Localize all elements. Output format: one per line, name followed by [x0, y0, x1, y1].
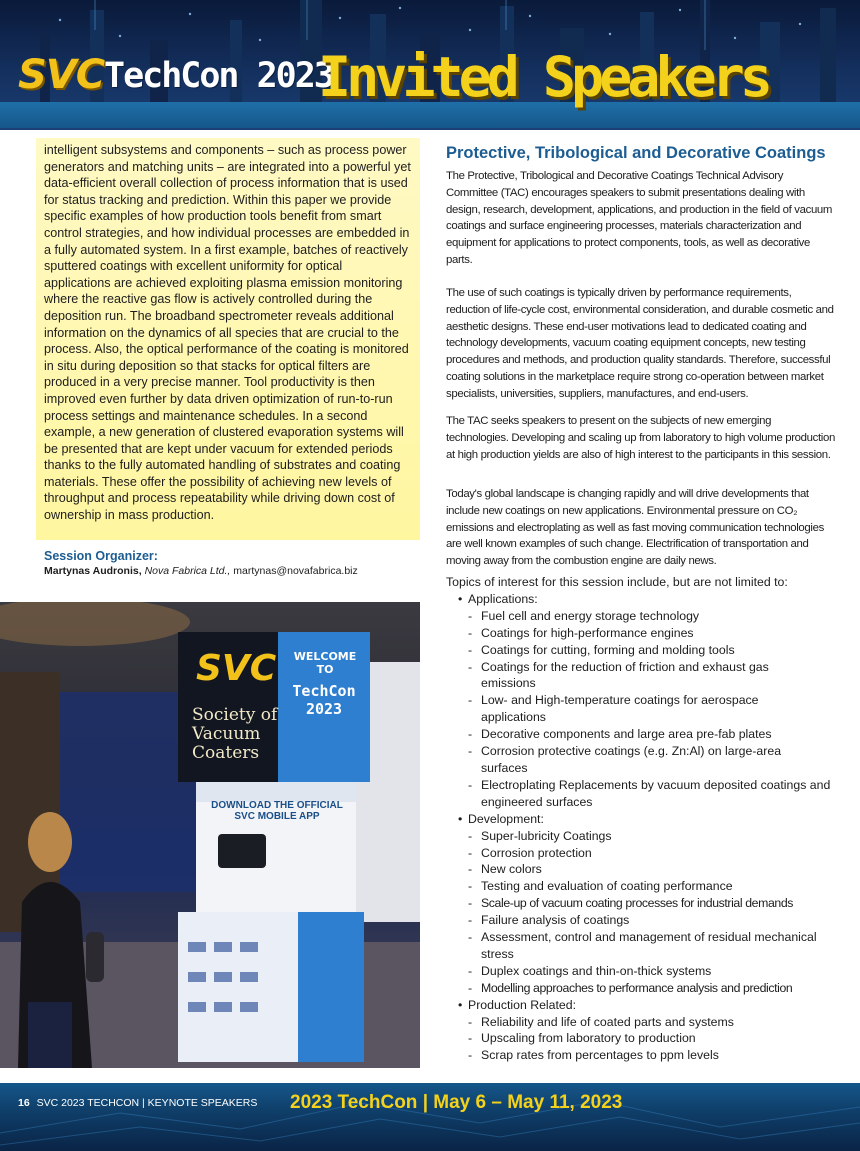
list-item: - Scale-up of vacuum coating processes for industrial demands — [468, 896, 794, 911]
topics-list — [446, 574, 846, 1064]
running-title: SVC 2023 TECHCON | KEYNOTE SPEAKERS — [36, 1097, 258, 1109]
abstract-box — [36, 138, 420, 540]
page-title: Invited Speakers — [318, 45, 768, 109]
category-label: Applications: — [468, 591, 538, 606]
list-item: - Corrosion protective coatings (e.g. Zn:Al) on large-area surfaces — [468, 744, 782, 775]
list-item: - Coatings for high-performance engines — [468, 625, 694, 640]
body-paragraph: Today's global landscape is changing rapidly and will drive developments that include new coatings on new applications. Environmental pressure on CO₂ emissions and electroplating as well as fast moving communication technologies are well known examples of such change. Electrification of transportation and moving away from the combustion engine are daily news. — [446, 488, 824, 568]
kiosk-svc-logo: SVC — [196, 648, 277, 689]
kiosk-app-banner-text: DOWNLOAD THE OFFICIAL SVC MOBILE APP — [211, 800, 343, 822]
section-title: Protective, Tribological and Decorative Coatings — [446, 144, 826, 162]
kiosk-techcon-text: TechCon 2023 — [292, 682, 356, 718]
body-paragraph: The Protective, Tribological and Decorative Coatings Technical Advisory Committee (TAC) encourages speakers to submit presentations dealing with design, research, development, applications, and production in the field of vacuum coatings and surface engineering processes, materials characterization and equipment for applications to protect components, tools, as well as decorative parts. — [446, 170, 833, 266]
topic-category: • Applications: — [458, 591, 538, 606]
list-item: - Assessment, control and management of residual mechanical stress — [468, 930, 817, 961]
topic-category: • Development: — [458, 811, 544, 826]
list-item: - New colors — [468, 862, 542, 877]
organizer-email[interactable]: martynas@novafabrica.biz — [233, 565, 358, 577]
page-number: 16 — [18, 1097, 30, 1109]
kiosk-society-text: Society of Vacuum Coaters — [192, 705, 278, 763]
list-item: - Testing and evaluation of coating performance — [468, 879, 733, 894]
session-organizer-details — [44, 565, 358, 577]
list-item: - Fuel cell and energy storage technology — [468, 608, 700, 623]
topics-intro: Topics of interest for this session include, but are not limited to: — [446, 575, 788, 589]
list-item: - Upscaling from laboratory to production — [468, 1031, 696, 1046]
topic-category: • Production Related: — [458, 997, 577, 1012]
category-label: Development: — [468, 811, 544, 826]
list-item: - Electroplating Replacements by vacuum deposited coatings and engineered surfaces — [468, 777, 831, 809]
list-item: - Scrap rates from percentages to ppm levels — [468, 1048, 719, 1063]
list-item: - Decorative components and large area pre-fab plates — [468, 727, 772, 742]
list-item: - Coatings for cutting, forming and molding tools — [468, 642, 735, 657]
organizer-name: Martynas Audronis, — [44, 565, 142, 577]
list-item: - Coatings for the reduction of friction and exhaust gas emissions — [468, 659, 769, 691]
list-item: - Failure analysis of coatings — [468, 913, 630, 928]
exhibit-kiosk-photo — [0, 602, 420, 1068]
footer-running-title — [18, 1097, 257, 1109]
page-header — [0, 0, 860, 130]
svc-logo: SVC — [18, 52, 105, 98]
list-item: - Corrosion protection — [468, 845, 592, 860]
list-item: - Super-lubricity Coatings — [468, 828, 612, 843]
organizer-company: Nova Fabrica Ltd., — [144, 565, 231, 577]
list-item: - Duplex coatings and thin-on-thick systems — [468, 963, 712, 978]
list-item: - Modelling approaches to performance analysis and prediction — [468, 980, 793, 995]
body-paragraph: The TAC seeks speakers to present on the subjects of new emerging technologies. Developing and scaling up from laboratory to high volume production at high production yields are also of high interest to the participants in this session. — [446, 415, 835, 461]
page-footer — [0, 1083, 860, 1151]
techcon-logo-text: TechCon 2023 — [104, 56, 333, 96]
category-label: Production Related: — [468, 997, 577, 1012]
body-paragraph: The use of such coatings is typically driven by performance requirements, reduction of life-cycle cost, environmental consideration, and durable cosmetic and aesthetic designs. These end-user motivations lead to dedicated coating and technology developments, vacuum coating equipment concepts, new testing procedures and methods, and production quality standards. Therefore, successful coating solutions in the marketplace require strong co-operation between market specialists, universities, suppliers, manufactures, and end-users. — [446, 287, 834, 400]
abstract-text: intelligent subsystems and components – such as process power generators and matching units – are integrated into a powerful yet data-efficient overall collection of process information that is used for status tracking and prediction. Within this paper we provide specific examples of how production tools benefit from smart control strategies, and how individual processes are embedded in a fully automated system. In a first example, batches of reactively sputtered coatings with excellent uniformity for optical applications are achieved exploiting plasma emission monitoring where the reactive gas flow is actively controlled during the deposition run. The broadband spectrometer reveals additional information on the dynamics of all species that are crucial to the process. Also, the optical performance of the coating is monitored in situ during deposition so that stacks for optical filters are produced in a very precise manner. Tool productivity is then improved even further by data driven optimization of run-to-run process settings and maintenance schedules. In a second example, a new generation of clustered evaporation systems will be presented that are kept under vacuum for extended periods thanks to the fully automated handling of substrates and coating materials. These offer the possibility of achieving new levels of throughput and process repeatability while driving down cost of ownership in mass production. — [44, 143, 411, 523]
kiosk-welcome-text: WELCOME TO — [293, 650, 357, 676]
footer-event-dates: 2023 TechCon | May 6 – May 11, 2023 — [290, 1092, 623, 1113]
list-item: - Reliability and life of coated parts and systems — [468, 1014, 734, 1029]
session-organizer-heading: Session Organizer: — [44, 549, 158, 563]
list-item: - Low- and High-temperature coatings for aerospace applications — [468, 693, 759, 725]
